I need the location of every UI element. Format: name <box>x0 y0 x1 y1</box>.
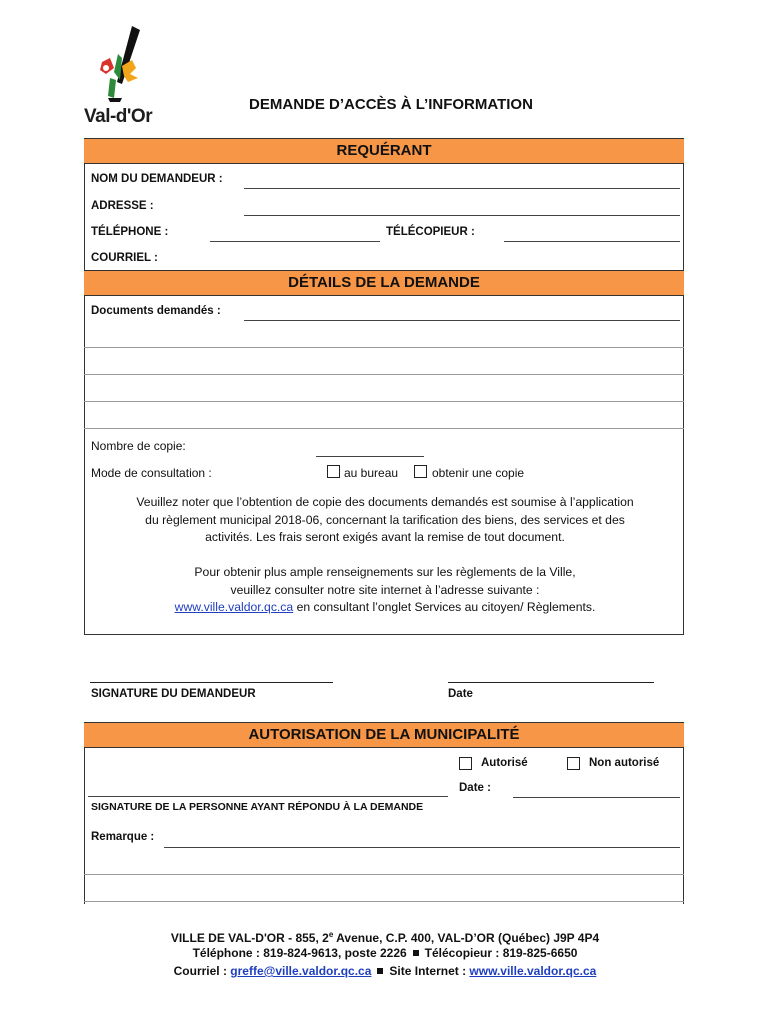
footer-site-label: Site Internet : <box>389 964 470 978</box>
documents-label: Documents demandés : <box>91 305 221 317</box>
telephone-label: TÉLÉPHONE : <box>91 226 169 238</box>
separator-bullet <box>377 968 383 974</box>
footer-telecopieur: Télécopieur : 819-825-6650 <box>424 946 578 960</box>
info-notice-line: veuillez consulter notre site internet à l’adresse suivante : <box>230 582 540 597</box>
details-header <box>84 270 684 296</box>
signature-date-label: Date <box>448 688 473 700</box>
info-notice-line: Pour obtenir plus ample renseignements sur les règlements de la Ville, <box>194 565 576 579</box>
autorisation-header <box>84 722 684 748</box>
copie-checkbox[interactable] <box>414 465 427 478</box>
non-autorise-checkbox[interactable] <box>567 757 580 770</box>
courriel-label: COURRIEL : <box>91 252 158 264</box>
copie-option-label: obtenir une copie <box>432 466 525 480</box>
website-link[interactable]: www.ville.valdor.qc.ca <box>174 600 294 614</box>
footer-phones <box>0 944 770 962</box>
telecopieur-label: TÉLÉCOPIEUR : <box>386 226 475 238</box>
requerant-header <box>84 138 684 164</box>
copies-field[interactable] <box>316 456 424 457</box>
request-form-box <box>84 138 684 635</box>
signature-demandeur-line[interactable] <box>90 682 333 683</box>
logo-text: Val-d'Or <box>84 106 153 127</box>
footer-telephone: Téléphone : 819-824-9613, poste 2226 <box>192 946 407 960</box>
autorisation-date-label: Date : <box>459 782 491 794</box>
fees-notice-line: activités. Les frais seront exigés avant la remise de tout document. <box>205 530 565 544</box>
documents-row-line[interactable] <box>84 347 684 348</box>
info-notice-rest: en consultant l’onglet Services au citoyen/ Règlements. <box>293 600 596 614</box>
nom-field[interactable] <box>244 188 680 189</box>
autorisation-box <box>84 722 684 904</box>
documents-field[interactable] <box>244 320 680 321</box>
separator-bullet <box>413 950 419 956</box>
autorisation-date-field[interactable] <box>513 797 680 798</box>
documents-row-line[interactable] <box>84 428 684 429</box>
autorise-label: Autorisé <box>481 757 528 769</box>
info-notice-line <box>86 599 684 617</box>
documents-row-line[interactable] <box>84 374 684 375</box>
footer-website-link[interactable]: www.ville.valdor.qc.ca <box>469 964 597 978</box>
adresse-field[interactable] <box>244 215 680 216</box>
info-notice <box>86 564 684 617</box>
fees-notice-line: du règlement municipal 2018-06, concernant la tarification des biens, des services et des <box>145 512 625 527</box>
requerant-heading: REQUÉRANT <box>336 142 432 159</box>
copies-label: Nombre de copie: <box>91 439 186 453</box>
remarque-row-line[interactable] <box>84 901 684 902</box>
adresse-label: ADRESSE : <box>91 200 154 212</box>
remarque-field[interactable] <box>164 847 680 848</box>
footer-contact <box>0 962 770 980</box>
footer-address-b: Avenue, C.P. 400, VAL-D’OR (Québec) J9P 4P4 <box>333 931 600 945</box>
signature-date-line[interactable] <box>448 682 654 683</box>
documents-row-line[interactable] <box>84 401 684 402</box>
autorisation-heading: AUTORISATION DE LA MUNICIPALITÉ <box>248 726 520 743</box>
details-heading: DÉTAILS DE LA DEMANDE <box>288 274 480 291</box>
fees-notice <box>86 494 684 547</box>
responder-signature-line[interactable] <box>88 796 448 797</box>
document-title: DEMANDE D’ACCÈS À L’INFORMATION <box>249 96 533 113</box>
non-autorise-label: Non autorisé <box>589 757 660 769</box>
telecopieur-field[interactable] <box>504 241 680 242</box>
remarque-row-line[interactable] <box>84 874 684 875</box>
signature-demandeur-label: SIGNATURE DU DEMANDEUR <box>91 688 256 700</box>
bureau-option-label: au bureau <box>344 466 399 480</box>
remarque-label: Remarque : <box>91 831 155 843</box>
footer-address-a: VILLE DE VAL-D'OR - 855, 2 <box>170 931 329 945</box>
telephone-field[interactable] <box>210 241 380 242</box>
footer-address-sup: e <box>328 930 334 939</box>
responder-signature-label: SIGNATURE DE LA PERSONNE AYANT RÉPONDU À LA DEMANDE <box>91 801 424 813</box>
nom-label: NOM DU DEMANDEUR : <box>91 173 223 185</box>
mode-label: Mode de consultation : <box>91 466 212 480</box>
bureau-checkbox[interactable] <box>327 465 340 478</box>
footer-courriel-label: Courriel : <box>173 964 231 978</box>
autorise-checkbox[interactable] <box>459 757 472 770</box>
autorisation-right-border-lower <box>683 822 684 904</box>
fees-notice-line: Veuillez noter que l’obtention de copie des documents demandés est soumise à l’application <box>136 495 634 509</box>
footer-email-link[interactable]: greffe@ville.valdor.qc.ca <box>230 964 372 978</box>
